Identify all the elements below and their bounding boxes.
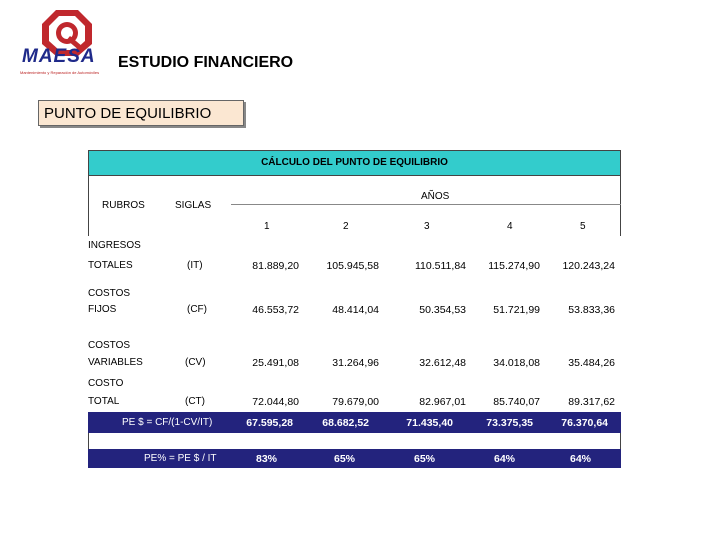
cell-value: 34.018,08 [493,357,540,369]
logo-wordmark: MAESA [22,46,96,67]
cell-value: 48.414,04 [332,304,379,316]
pe-percent-value: 65% [413,453,435,465]
table-row [88,332,621,376]
cell-value: 32.612,48 [419,357,466,369]
cell-value: 25.491,08 [252,357,299,369]
cell-value: 79.679,00 [332,396,379,408]
cell-value: 85.740,07 [493,396,540,408]
row-sigla: (CV) [185,357,206,368]
cell-value: 89.317,62 [568,396,615,408]
cell-value: 46.553,72 [252,304,299,316]
cell-value: 82.967,01 [419,396,466,408]
pe-dollar-value: 76.370,64 [561,417,608,429]
break-even-table [88,150,621,468]
row-label-top: COSTO [88,378,124,389]
pe-dollar-label: PE $ = CF/(1-CV/IT) [122,417,213,428]
section-label: PUNTO DE EQUILIBRIO [44,105,212,122]
year-5: 5 [580,221,586,232]
pe-dollar-value: 71.435,40 [406,417,453,429]
year-3: 3 [424,221,430,232]
pe-dollar-value: 68.682,52 [322,417,369,429]
pe-percent-label: PE% = PE $ / IT [144,453,217,464]
row-label-top: COSTOS [88,288,131,299]
pe-dollar-value: 67.595,28 [246,417,293,429]
cell-value: 110.511,84 [415,260,466,272]
year-4: 4 [507,221,513,232]
pe-percent-value: 83% [255,453,277,465]
row-label-bottom: VARIABLES [88,357,143,368]
row-label-bottom: TOTALES [88,260,133,271]
table-row [88,284,621,332]
year-2: 2 [343,221,349,232]
pe-percent-value: 64% [493,453,515,465]
row-sigla: (IT) [187,260,203,271]
header-body [88,176,621,236]
pe-dollar-value: 73.375,35 [486,417,533,429]
cell-value: 120.243,24 [562,260,615,272]
pe-percent-row [88,449,621,468]
pe-dollar-row [88,412,621,433]
cell-value: 50.354,53 [419,304,466,316]
cell-value: 105.945,58 [326,260,379,272]
table-row [88,376,621,412]
cell-value: 35.484,26 [568,357,615,369]
table-title-row [88,150,621,176]
row-label-bottom: TOTAL [88,396,120,407]
col-anos-label: AÑOS [421,191,450,202]
row-label-top: INGRESOS [88,240,141,251]
row-sigla: (CT) [185,396,205,407]
cell-value: 81.889,20 [252,260,299,272]
table-title: CÁLCULO DEL PUNTO DE EQUILIBRIO [261,157,448,168]
row-label-bottom: FIJOS [88,304,117,315]
cell-value: 53.833,36 [568,304,615,316]
page-title: ESTUDIO FINANCIERO [118,54,294,71]
section-label-box [38,100,244,126]
year-1: 1 [264,221,270,232]
cell-value: 31.264,96 [332,357,379,369]
table-row [88,236,621,284]
spacer-row [88,433,621,449]
cell-value: 115.274,90 [488,260,540,272]
row-sigla: (CF) [187,304,207,315]
col-siglas-label: SIGLAS [175,200,212,211]
pe-percent-value: 64% [569,453,591,465]
cell-value: 72.044,80 [252,396,299,408]
row-label-top: COSTOS [88,340,131,351]
col-rubros-label: RUBROS [102,200,145,211]
logo-tagline: Mantenimiento y Reparación de Automóviles [20,70,100,75]
pe-percent-value: 65% [333,453,355,465]
cell-value: 51.721,99 [493,304,540,316]
